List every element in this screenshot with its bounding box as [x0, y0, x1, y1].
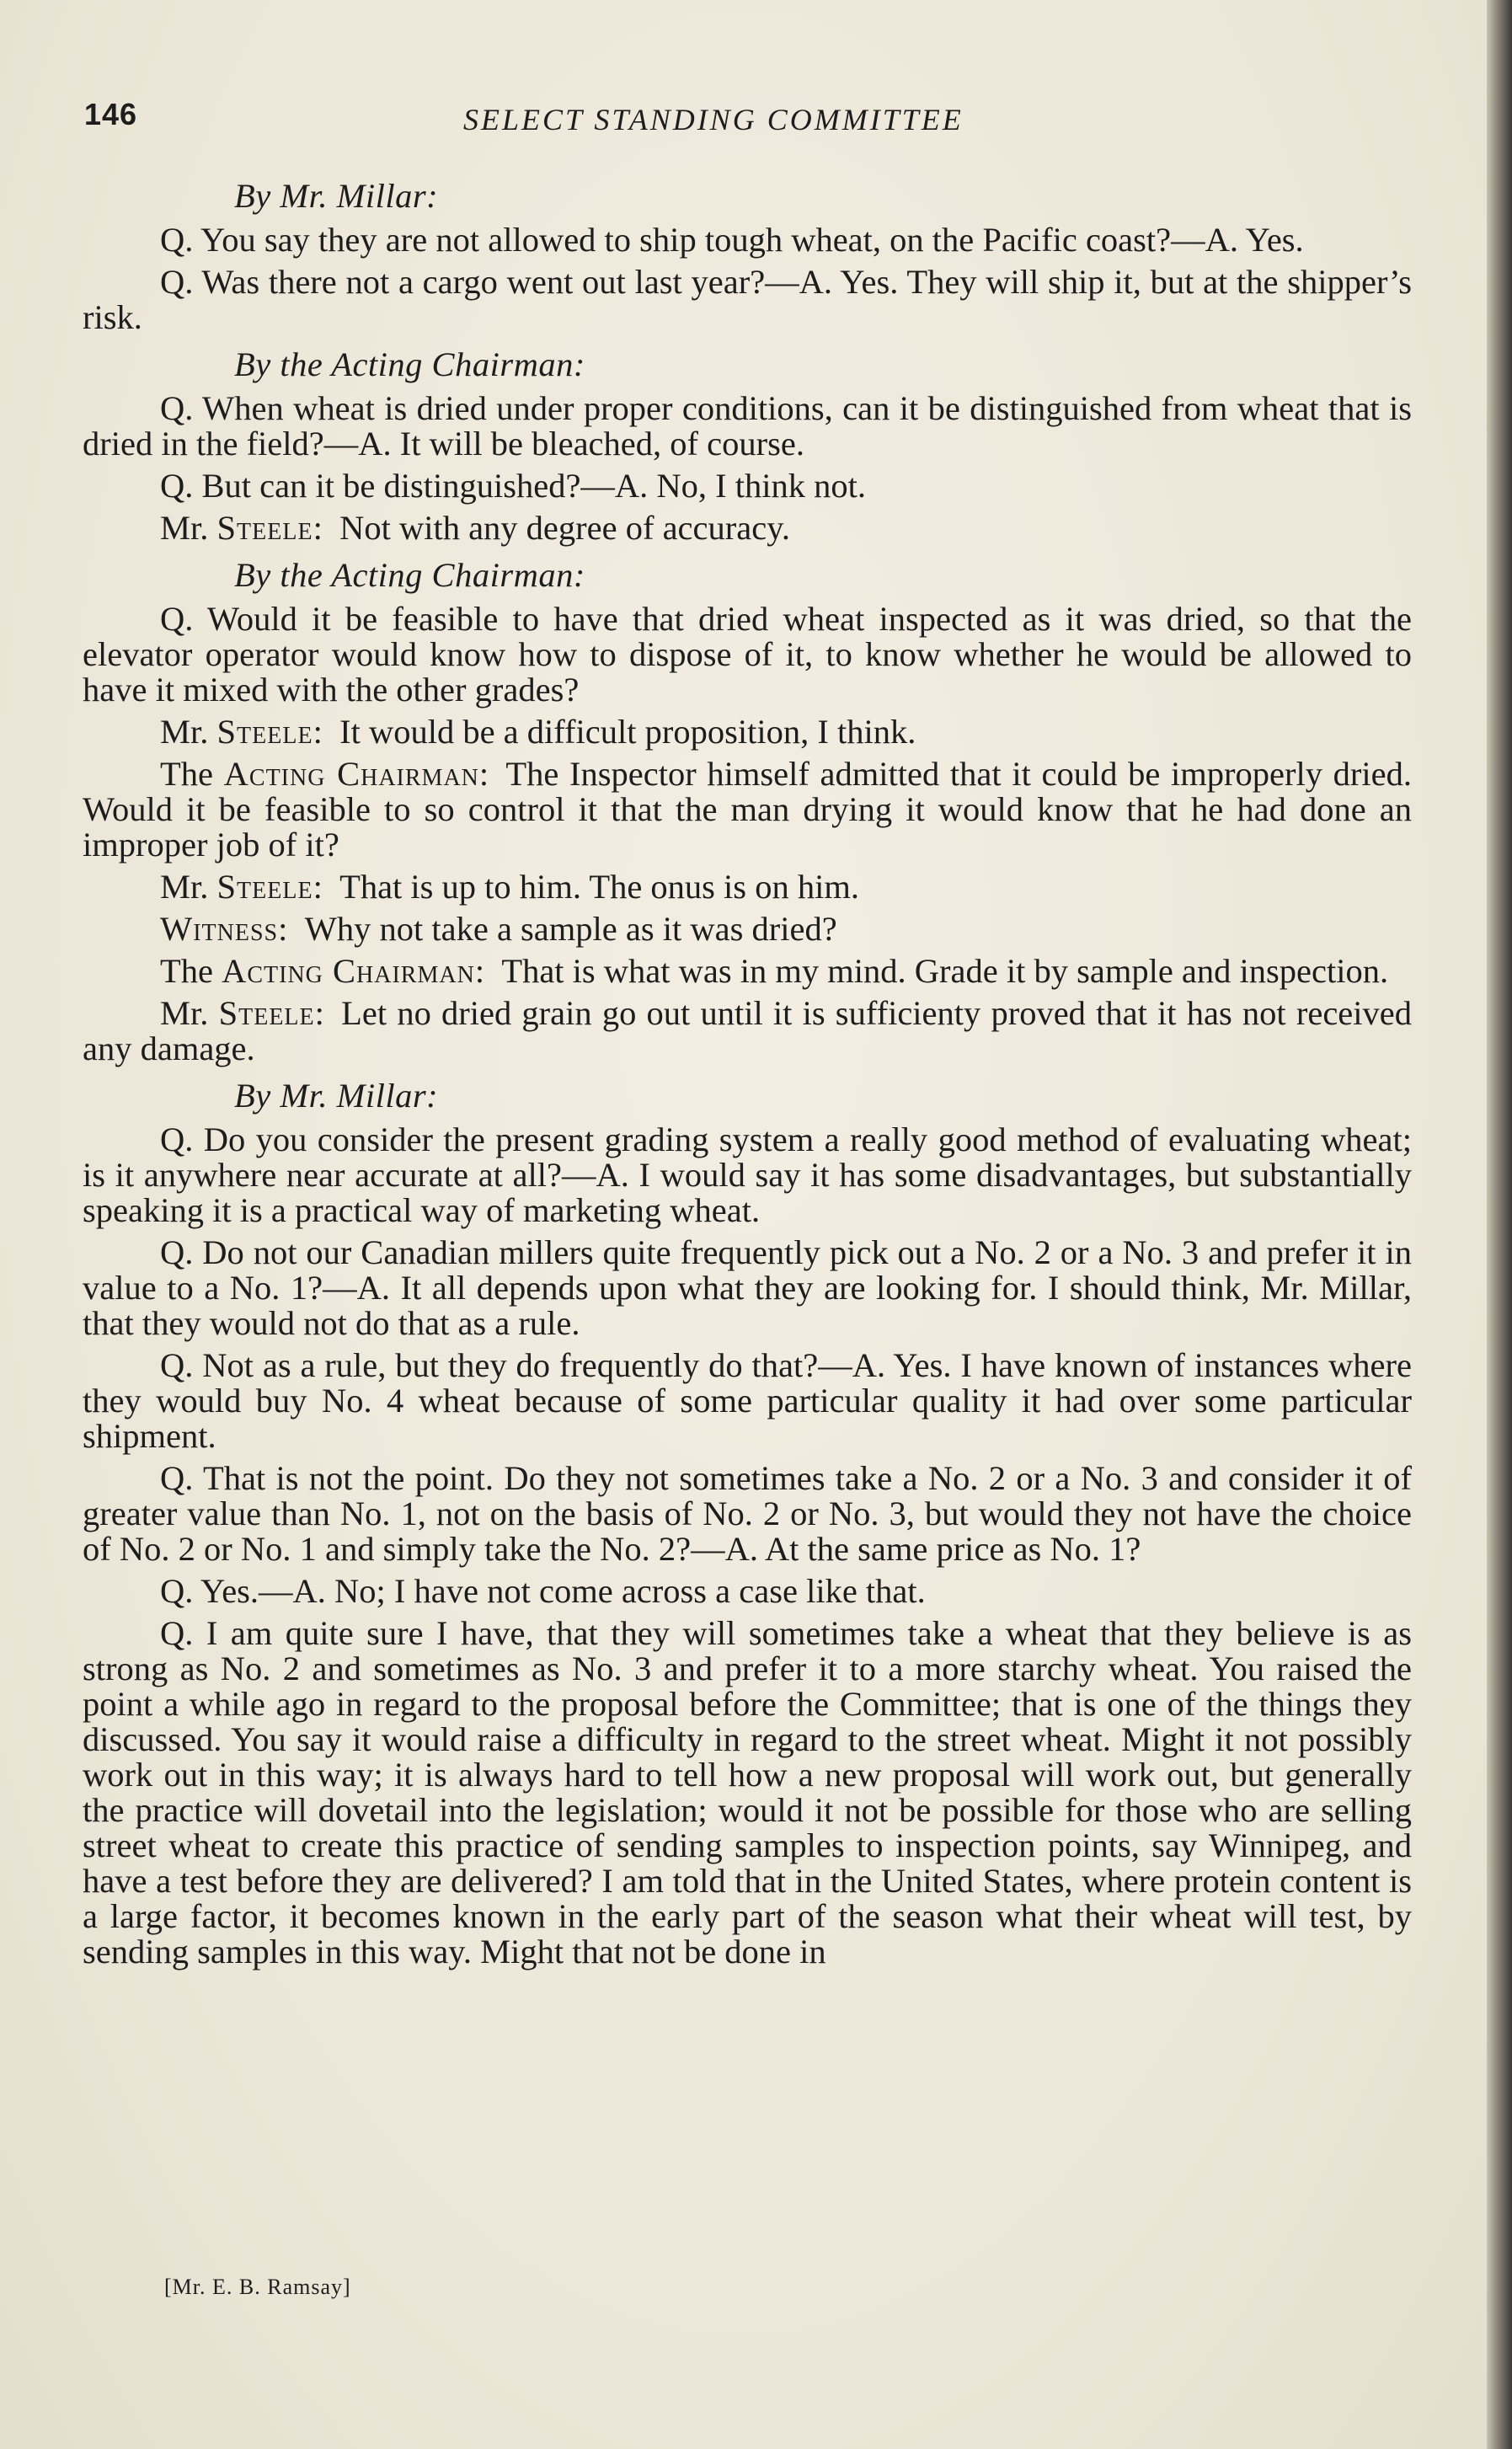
speaker-name: Acting Chairman [223, 755, 479, 793]
speaker-statement: Mr. Steele: Let no dried grain go out until it is sufficienty proved that it has not received any damage. [83, 994, 1413, 1067]
statement-text: Let no dried grain go out until it is sufficienty proved that it has not received any damage. [83, 994, 1413, 1067]
speaker-name: Acting Chairman [222, 952, 475, 990]
speaker-prefix: Mr. [160, 994, 219, 1032]
page-body [83, 167, 1412, 1976]
page-header [84, 97, 1415, 147]
page-number: 146 [84, 97, 138, 131]
speaker-prefix: Mr. [160, 509, 217, 547]
statement-text: Why not take a sample as it was dried? [304, 910, 837, 948]
question-answer-paragraph: Q. But can it be distinguished?—A. No, I think not. [160, 467, 867, 505]
speaker-name: Steele [216, 868, 313, 906]
examiner-heading: By the Acting Chairman: [234, 556, 585, 594]
speaker-statement: Mr. Steele: It would be a difficult proposition, I think. [160, 713, 916, 751]
question-answer-paragraph: Q. Do not our Canadian millers quite frequently pick out a No. 2 or a No. 3 and prefer it in value to a No. 1?—A. It all depends upon what they are looking for. I should think, Mr. Millar, that they would not do that as a rule. [83, 1233, 1412, 1342]
statement-text: The Inspector himself admitted that it could be improperly dried. Would it be feasible to so control it that the man drying it would know that he had done an improper job of it? [83, 755, 1412, 864]
speaker-prefix: Mr. [160, 868, 217, 906]
question-answer-paragraph: Q. Do you consider the present grading system a really good method of evaluating wheat; is it anywhere near accurate at all?—A. I would say it has some disadvantages, but substantially speaking it is a practical way of marketing wheat. [83, 1120, 1412, 1229]
statement-text: It would be a difficult proposition, I think. [339, 713, 916, 751]
speaker-statement: The Acting Chairman: The Inspector himself admitted that it could be improperly dried. Would it be feasible to so control it that the man drying it would know that he had done an improper job of it? [83, 755, 1412, 864]
question-answer-paragraph: Q. You say they are not allowed to ship tough wheat, on the Pacific coast?—A. Yes. [160, 221, 1304, 259]
question-answer-paragraph: Q. Would it be feasible to have that dried wheat inspected as it was dried, so that the elevator operator would know how to dispose of it, to know whether he would be allowed to have it mixed with the other grades? [83, 600, 1412, 708]
page-edge-shadow [1487, 0, 1512, 2449]
examiner-heading: By the Acting Chairman: [234, 345, 585, 383]
examiner-heading: By Mr. Millar: [234, 1077, 439, 1115]
speaker-statement: The Acting Chairman: That is what was in my mind. Grade it by sample and inspection. [160, 952, 1389, 990]
question-answer-paragraph: Q. Yes.—A. No; I have not come across a case like that. [160, 1572, 926, 1610]
question-answer-paragraph: Q. Not as a rule, but they do frequently do that?—A. Yes. I have known of instances where they would buy No. 4 wheat because of some particular quality it had over some particular shipment. [83, 1346, 1412, 1455]
speaker-statement: Mr. Steele: That is up to him. The onus is on him. [160, 868, 859, 906]
speaker-name: Steele [216, 713, 313, 751]
speaker-prefix: The [160, 952, 222, 990]
speaker-statement: Mr. Steele: Not with any degree of accuracy. [160, 509, 790, 547]
speaker-name: Steele [218, 994, 315, 1032]
question-answer-paragraph: Q. When wheat is dried under proper conditions, can it be distinguished from wheat that is dried in the field?—A. It will be bleached, of course. [83, 389, 1412, 463]
speaker-name: Steele [216, 509, 313, 547]
speaker-name: Witness [160, 910, 279, 948]
statement-text: That is what was in my mind. Grade it by sample and inspection. [501, 952, 1389, 990]
statement-text: Not with any degree of accuracy. [339, 509, 790, 547]
footer-attribution: [Mr. E. B. Ramsay] [164, 2275, 351, 2299]
statement-text: That is up to him. The onus is on him. [339, 868, 859, 906]
question-answer-paragraph: Q. Was there not a cargo went out last year?—A. Yes. They will ship it, but at the shipper’s risk. [83, 263, 1412, 336]
examiner-heading: By Mr. Millar: [234, 177, 439, 215]
question-answer-paragraph: Q. I am quite sure I have, that they will sometimes take a wheat that they believe is as strong as No. 2 and sometimes as No. 3 and prefer it to a more starchy wheat. You raised the point a while ago in regard to the proposal before the Committee; that is one of the things they discussed. You say it would raise a difficulty in regard to the street wheat. Might it not possibly work out in this way; it is always hard to tell how a new proposal will work out, but generally the practice will dovetail into the legislation; would it not be possible for those who are selling street wheat to create this practice of sending samples to inspection points, say Winnipeg, and have a test before they are delivered? I am told that in the United States, where protein content is a large factor, it becomes known in the early part of the season what their wheat will test, by sending samples in this way. Might that not be done in [83, 1614, 1412, 1970]
speaker-prefix: The [160, 755, 224, 793]
question-answer-paragraph: Q. That is not the point. Do they not sometimes take a No. 2 or a No. 3 and consider it of greater value than No. 1, not on the basis of No. 2 or No. 3, but would they not have the choice of No. 2 or No. 1 and simply take the No. 2?—A. At the same price as No. 1? [83, 1459, 1412, 1568]
speaker-prefix: Mr. [160, 713, 217, 751]
speaker-statement: Witness: Why not take a sample as it was dried? [160, 910, 837, 948]
running-title: SELECT STANDING COMMITTEE [463, 103, 964, 136]
